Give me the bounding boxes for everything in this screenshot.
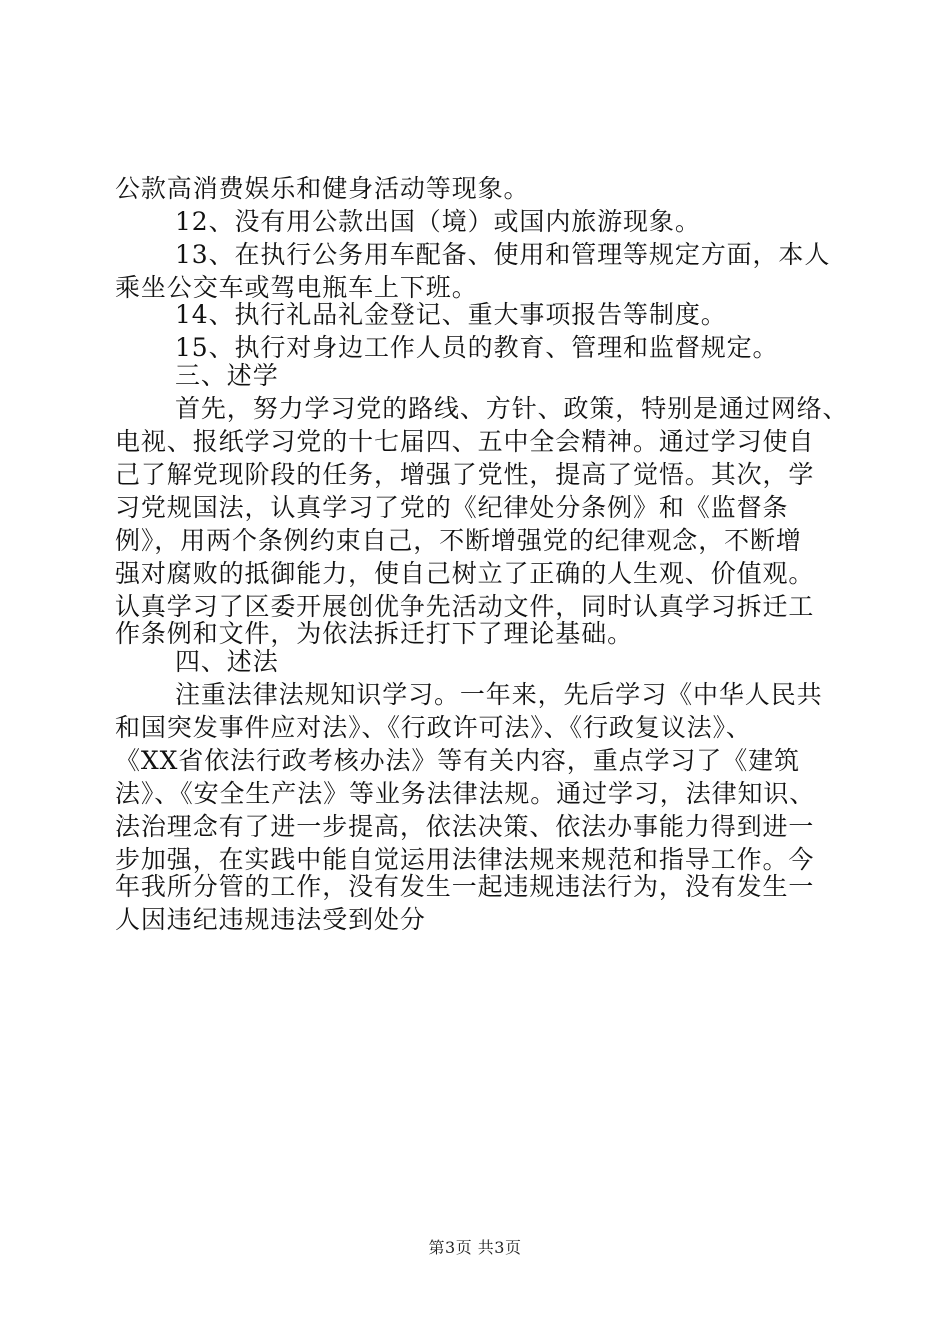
body-line: 法治理念有了进一步提高，依法决策、依法办事能力得到进一 [115, 812, 815, 841]
body-line: 13、在执行公务用车配备、使用和管理等规定方面，本人 [175, 240, 831, 269]
body-line: 公款高消费娱乐和健身活动等现象。 [115, 174, 530, 203]
section-heading: 三、述学 [175, 361, 279, 390]
body-line: 法》、《安全生产法》等业务法律法规。通过学习，法律知识、 [115, 779, 816, 808]
body-line: 12、没有用公款出国（境）或国内旅游现象。 [175, 207, 701, 236]
body-line: 年我所分管的工作，没有发生一起违规违法行为，没有发生一 [115, 872, 815, 901]
body-line: 作条例和文件，为依法拆迁打下了理论基础。 [115, 619, 634, 648]
page-number-footer: 第3页 共3页 [428, 1238, 522, 1257]
body-line: 认真学习了区委开展创优争先活动文件，同时认真学习拆迁工 [115, 592, 815, 621]
body-line: 例》，用两个条例约束自己，不断增强党的纪律观念，不断增 [115, 526, 802, 555]
body-line: 《XX省依法行政考核办法》等有关内容，重点学习了《建筑 [115, 746, 800, 775]
body-line: 和国突发事件应对法》、《行政许可法》、《行政复议法》、 [115, 713, 752, 742]
body-line: 15、执行对身边工作人员的教育、管理和监督规定。 [175, 333, 779, 362]
body-line: 14、执行礼品礼金登记、重大事项报告等制度。 [175, 300, 727, 329]
body-line: 己了解党现阶段的任务，增强了党性，提高了觉悟。其次，学 [115, 460, 815, 489]
body-line: 电视、报纸学习党的十七届四、五中全会精神。通过学习使自 [115, 427, 815, 456]
body-line: 人因违纪违规违法受到处分 [115, 905, 426, 934]
body-line: 注重法律法规知识学习。一年来，先后学习《中华人民共 [175, 680, 823, 709]
body-line: 首先，努力学习党的路线、方针、政策，特别是通过网络、 [175, 394, 849, 423]
body-line: 步加强，在实践中能自觉运用法律法规来规范和指导工作。今 [115, 845, 815, 874]
body-line: 强对腐败的抵御能力，使自己树立了正确的人生观、价值观。 [115, 559, 815, 588]
body-line: 习党规国法，认真学习了党的《纪律处分条例》和《监督条 [115, 493, 789, 522]
body-line: 乘坐公交车或驾电瓶车上下班。 [115, 273, 478, 302]
section-heading: 四、述法 [175, 647, 279, 676]
